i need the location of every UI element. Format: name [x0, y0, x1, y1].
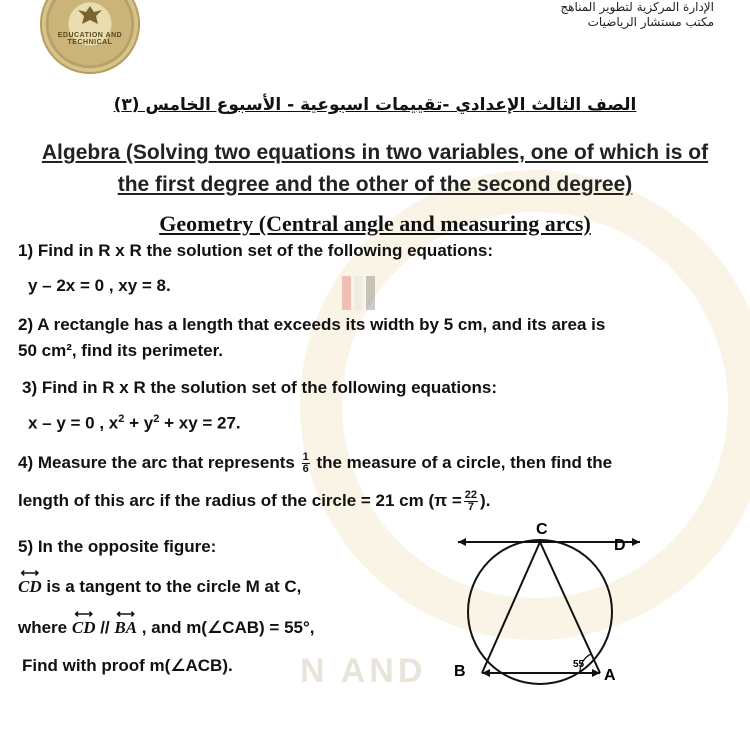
- angle-label-55: 55: [573, 659, 585, 670]
- arabic-title: الصف الثالث الإعدادي -تقييمات اسبوعية - الأسبوع الخامس (٣): [113, 95, 637, 115]
- q5-line-cd: ⟷ CD: [18, 577, 42, 597]
- q3-sup-1: 2: [118, 413, 125, 425]
- watermark-flag-icon: [342, 276, 376, 310]
- label-c: C: [536, 521, 548, 538]
- arrow-left-icon: [458, 538, 466, 546]
- q3-eq-part-c: + xy = 27.: [159, 413, 241, 433]
- label-a: A: [604, 667, 616, 684]
- circle-m: [468, 540, 612, 684]
- q4-fraction: [302, 452, 310, 475]
- q4-line1-b: the measure of a circle, then find the: [316, 452, 613, 472]
- q4-frac-num: 1: [302, 451, 309, 463]
- q3-sup-2: 2: [153, 413, 160, 425]
- q5-text-line-4: Find with proof m(∠ACB).: [22, 656, 233, 675]
- q5-line3-sep: //: [95, 618, 115, 637]
- label-b: B: [454, 663, 466, 680]
- q4-pi-fraction: [464, 490, 478, 513]
- q2-text-line-2: 50 cm², find its perimeter.: [18, 341, 224, 360]
- q4-line2-b: ).: [480, 490, 491, 510]
- q5-line3-a: where: [18, 618, 72, 637]
- algebra-heading: [10, 137, 740, 201]
- q4-frac-den: 6: [302, 463, 309, 475]
- arabic-header: [560, 0, 714, 30]
- q5-line3-b: , and m(∠CAB) = 55°,: [137, 618, 315, 637]
- header-line-2: مكتب مستشار الرياضيات: [587, 15, 714, 29]
- q5-line2-text: is a tangent to the circle M at C,: [41, 577, 302, 596]
- q4-text-line-1: [18, 452, 612, 475]
- geometry-heading: Geometry (Central angle and measuring arcs): [159, 211, 591, 236]
- geometry-figure: [440, 520, 660, 690]
- logo-ring-text: EDUCATION AND TECHNICAL: [57, 32, 123, 46]
- q4-pi-den: 7: [467, 501, 474, 513]
- label-d: D: [614, 537, 626, 554]
- q5-line3-cd: ⟷ CD: [72, 618, 96, 638]
- q4-line1-a: 4) Measure the arc that represents: [18, 452, 295, 472]
- side-cb: [482, 542, 540, 673]
- arrow-d-icon: [632, 538, 640, 546]
- q1-equations: y – 2x = 0 , xy = 8.: [28, 276, 171, 295]
- algebra-heading-line-1: Algebra (Solving two equations in two variables, one of which is of: [41, 141, 709, 164]
- algebra-heading-line-2: the first degree and the other of the second degree): [117, 173, 633, 196]
- q5-text-line-1: 5) In the opposite figure:: [18, 537, 217, 556]
- q3-equations: [28, 413, 241, 434]
- q5-text-line-2: [18, 577, 301, 597]
- q3-eq-part-b: + y: [124, 413, 154, 433]
- q2-text-line-1: 2) A rectangle has a length that exceeds its width by 5 cm, and its area is: [18, 315, 606, 334]
- q4-pi-num: 22: [464, 489, 478, 501]
- q3-eq-part-a: x – y = 0 , x: [28, 413, 119, 433]
- eagle-icon: [76, 4, 104, 28]
- watermark-bottom-text: N AND: [300, 652, 427, 690]
- q4-text-line-2: [18, 490, 490, 513]
- q1-text: 1) Find in R x R the solution set of the following equations:: [18, 241, 494, 260]
- q4-line2-a: length of this arc if the radius of the circle = 21 cm (π =: [18, 490, 462, 510]
- ministry-logo: [40, 0, 140, 74]
- q5-text-line-3: [18, 618, 315, 638]
- q3-text: 3) Find in R x R the solution set of the following equations:: [22, 378, 498, 397]
- q5-line3-ba: ⟷ BA: [114, 618, 137, 638]
- header-line-1: الإدارة المركزية لتطوير المناهج: [560, 0, 714, 14]
